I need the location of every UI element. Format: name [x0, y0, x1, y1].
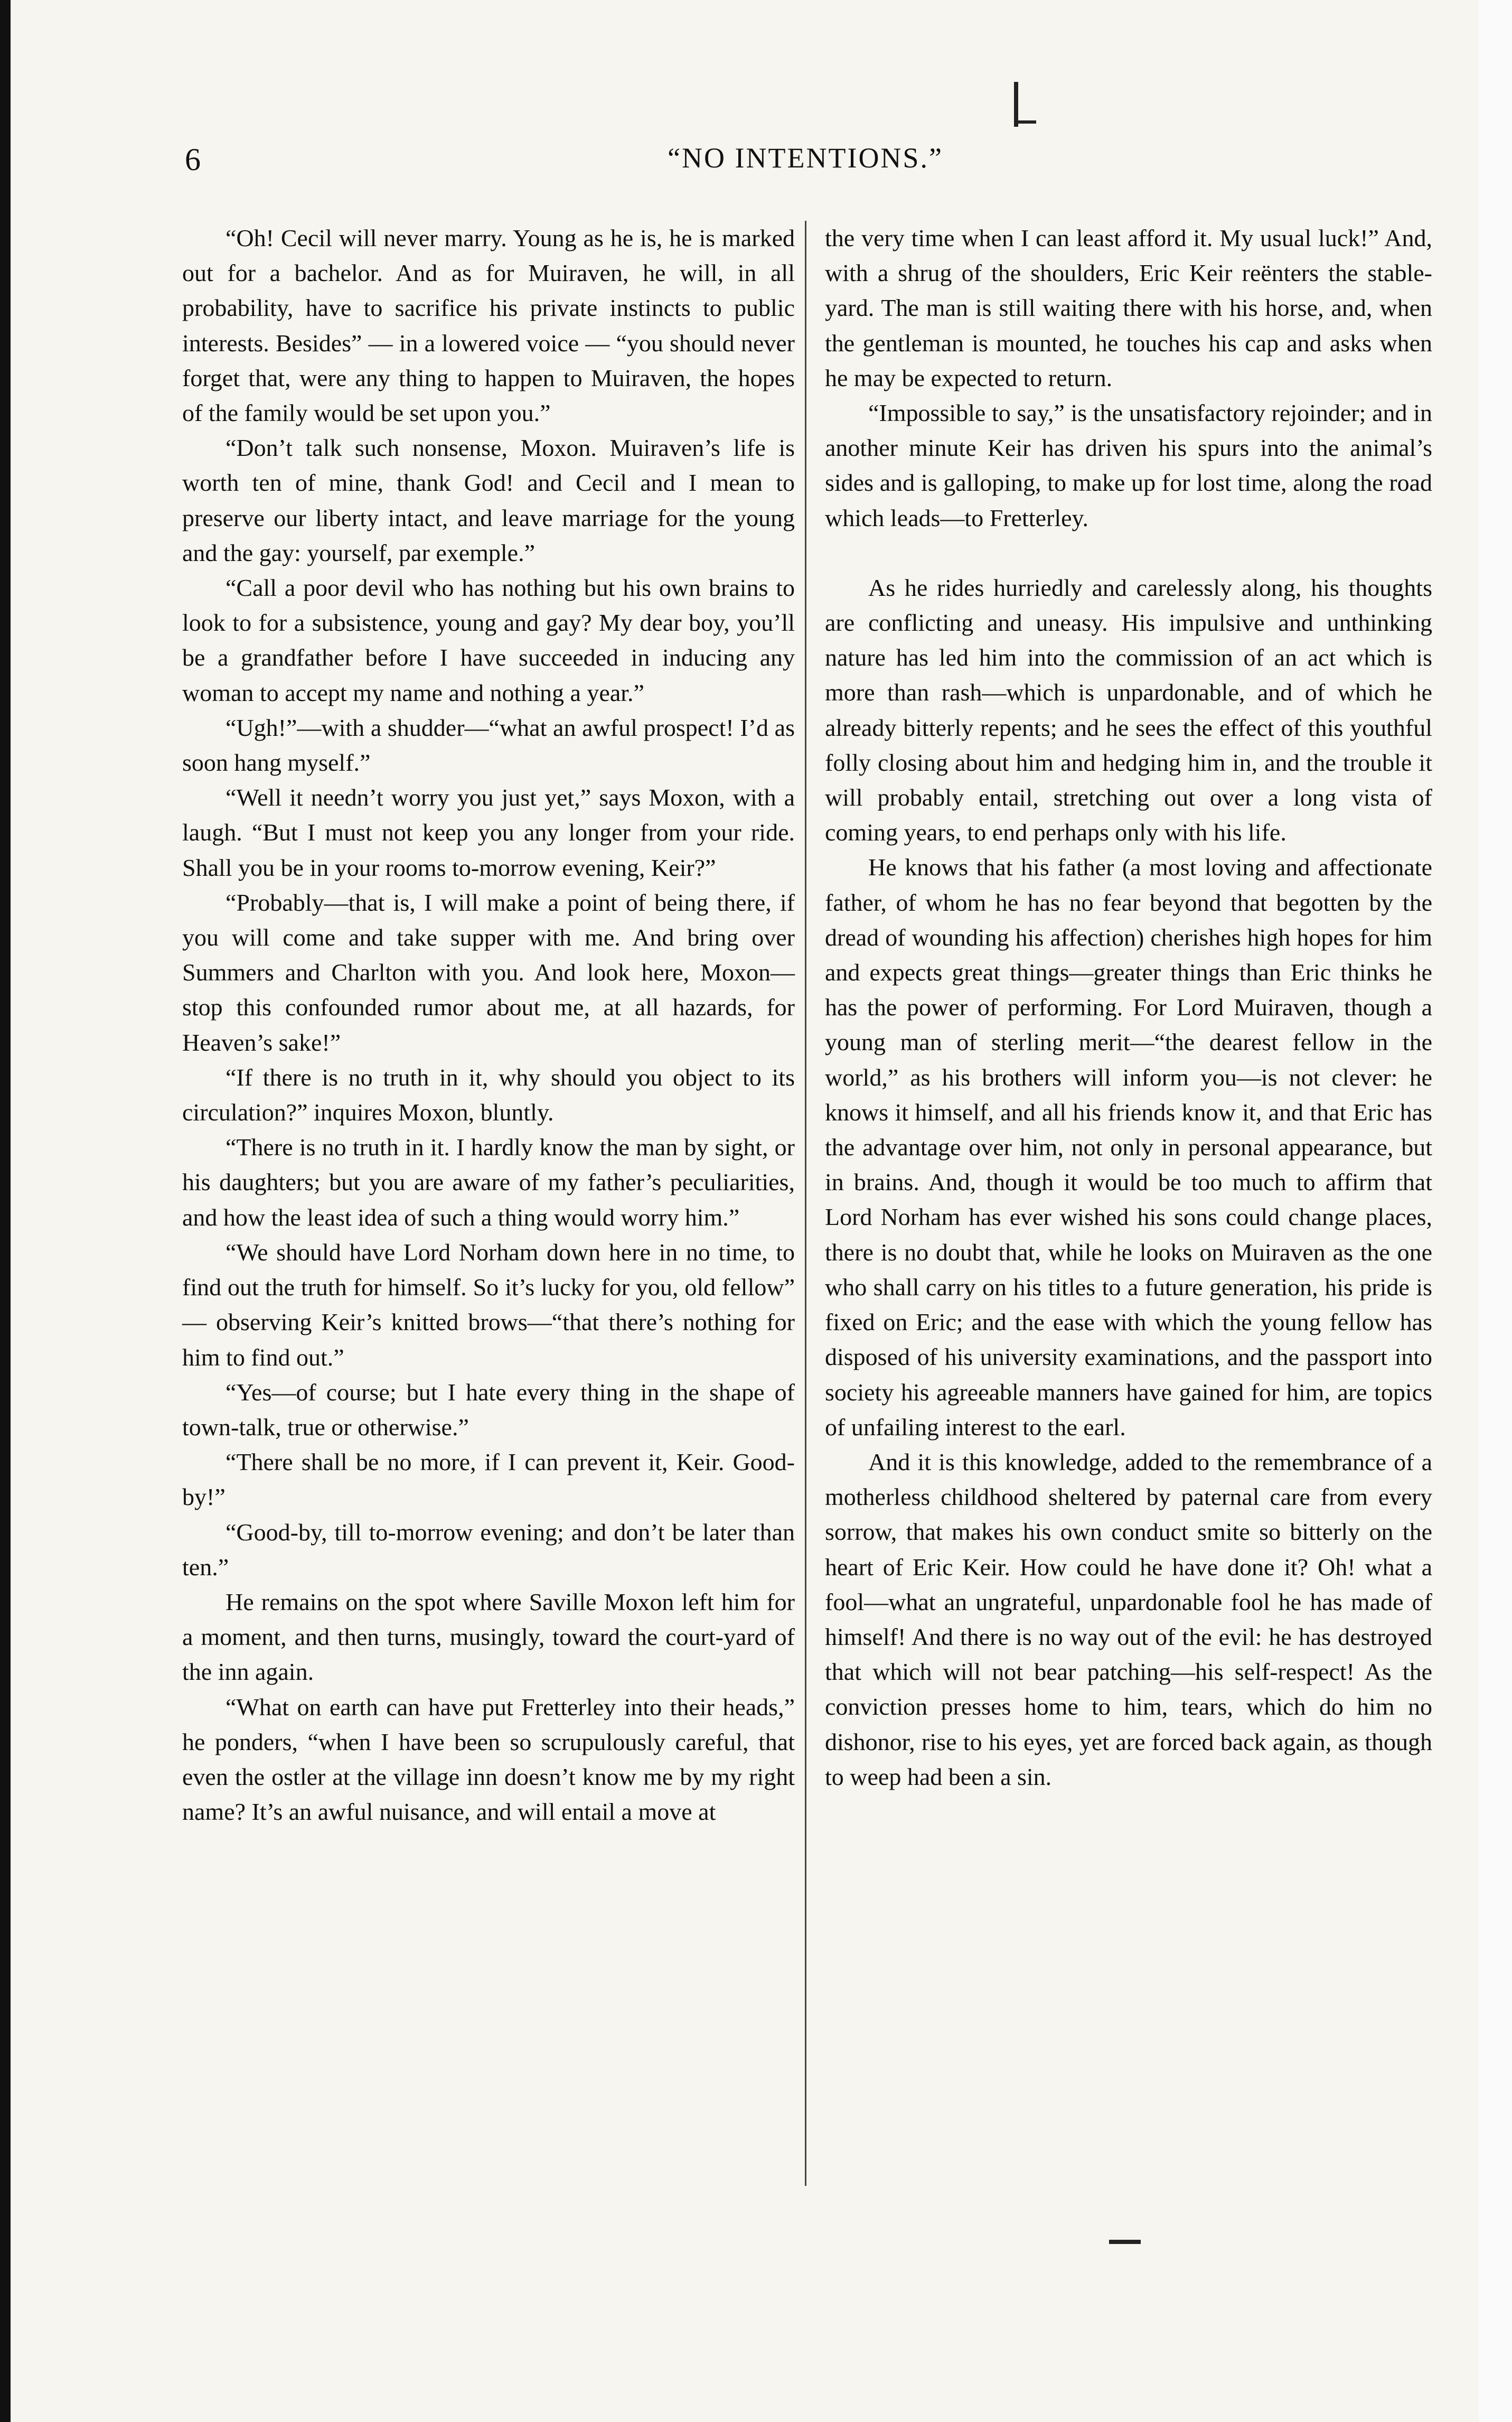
paragraph: He remains on the spot where Saville Moxon left him for a moment, and then turns, musingly, toward the court-yard of the inn again.: [182, 1588, 795, 1686]
left-column: [182, 221, 795, 1829]
paragraph: “Impossible to say,” is the unsatisfactory rejoinder; and in another minute Keir has driven his spurs into the animal’s sides and is galloping, to make up for lost time, along the road which leads—to Fretterley.: [825, 399, 1432, 531]
paragraph: “Good-by, till to-morrow evening; and don’t be later than ten.”: [182, 1518, 795, 1581]
running-title: “NO INTENTIONS.”: [668, 142, 943, 174]
paragraph: “If there is no truth in it, why should you object to its circulation?” inquires Moxon, bluntly.: [182, 1063, 795, 1126]
paragraph: “What on earth can have put Fretterley into their heads,” he ponders, “when I have been so scrupulously careful, that even the ostler at the village inn doesn’t know me by my right name? It’s an awful nuisance, and will entail a move at: [182, 1693, 795, 1826]
paragraph: “Don’t talk such nonsense, Moxon. Muiraven’s life is worth ten of mine, thank God! and Cecil and I mean to preserve our liberty intact, and leave marriage for the young and the gay: yourself, par exemple.”: [182, 434, 795, 566]
paragraph: And it is this knowledge, added to the remembrance of a motherless childhood sheltered by paternal care from every sorrow, that makes his own conduct smite so bitterly on the heart of Eric Keir. How could he have done it? Oh! what a fool—what an ungrateful, unpardonable fool he has made of himself! And there is no way out of the evil: he has destroyed that which will not bear patching—his self-respect! As the conviction presses home to him, tears, which do him no dishonor, rise to his eyes, yet are forced back again, as though to weep had been a sin.: [825, 1448, 1432, 1790]
scan-edge-left: [0, 0, 11, 2422]
paragraph: He knows that his father (a most loving and affectionate father, of whom he has no fear beyond that begotten by the dread of wounding his affection) cherishes high hopes for him and expects great things—greater things than Eric thinks he has the power of performing. For Lord Muiraven, though a young man of sterling merit—“the dearest fellow in the world,” as his brothers will inform you—is not clever: he knows it himself, and all his friends know it, and that Eric has the advantage over him, not only in personal appearance, but in brains. And, though it would be too much to affirm that Lord Norham has ever wished his sons could change places, there is no doubt that, while he looks on Muiraven as the one who shall carry on his titles to a future generation, his pride is fixed on Eric; and the ease with which the young fellow has disposed of his university examinations, and the passport into society his agreeable manners have gained for him, are topics of unfailing interest to the earl.: [825, 854, 1432, 1441]
paragraph: “There is no truth in it. I hardly know the man by sight, or his daughters; but you are aware of my father’s peculiarities, and how the least idea of such a thing would worry him.”: [182, 1134, 795, 1231]
right-column: [825, 221, 1432, 1794]
section-break: [825, 536, 1432, 571]
scan-mark: [1109, 2240, 1141, 2244]
scan-mark: [1015, 120, 1036, 124]
paragraph: “Yes—of course; but I hate every thing in the shape of town-talk, true or otherwise.”: [182, 1378, 795, 1441]
paragraph: “We should have Lord Norham down here in no time, to find out the truth for himself. So it’s lucky for you, old fellow” — observing Keir’s knitted brows—“that there’s nothing for him to find out.”: [182, 1238, 795, 1371]
paragraph: “Probably—that is, I will make a point of being there, if you will come and take supper with me. And bring over Summers and Charlton with you. And look here, Moxon—stop this confounded rumor about me, at all hazards, for Heaven’s sake!”: [182, 889, 795, 1056]
paragraph: “Well it needn’t worry you just yet,” says Moxon, with a laugh. “But I must not keep you any longer from your ride. Shall you be in your rooms to-morrow evening, Keir?”: [182, 784, 795, 881]
page-number: 6: [185, 142, 201, 177]
paragraph: the very time when I can least afford it. My usual luck!” And, with a shrug of the shoulders, Eric Keir reënters the stable-yard. The man is still waiting there with his horse, and, when the gentleman is mounted, he touches his cap and asks when he may be expected to return.: [825, 225, 1432, 391]
paragraph: “Ugh!”—with a shudder—“what an awful prospect! I’d as soon hang myself.”: [182, 714, 795, 777]
page-header: [185, 142, 1426, 189]
paragraph: “Oh! Cecil will never marry. Young as he is, he is marked out for a bachelor. And as for Muiraven, he will, in all probability, have to sacrifice his private instincts to public interests. Besides” — in a lowered voice — “you should never forget that, were any thing to happen to Muiraven, the hopes of the family would be set upon you.”: [182, 225, 795, 427]
paragraph: As he rides hurriedly and carelessly along, his thoughts are conflicting and uneasy. His impulsive and unthinking nature has led him into the commission of an act which is more than rash—which is unpardonable, and of which he already bitterly repents; and he sees the effect of this youthful folly closing about him and hedging him in, and the trouble it will probably entail, stretching out over a long vista of coming years, to end perhaps only with his life.: [825, 574, 1432, 846]
column-divider: [805, 221, 806, 2186]
scan-edge-right: [1479, 0, 1512, 2422]
paragraph: “There shall be no more, if I can prevent it, Keir. Good-by!”: [182, 1448, 795, 1511]
paragraph: “Call a poor devil who has nothing but his own brains to look to for a subsistence, young and gay? My dear boy, you’ll be a grandfather before I have succeeded in inducing any woman to accept my name and nothing a year.”: [182, 574, 795, 706]
